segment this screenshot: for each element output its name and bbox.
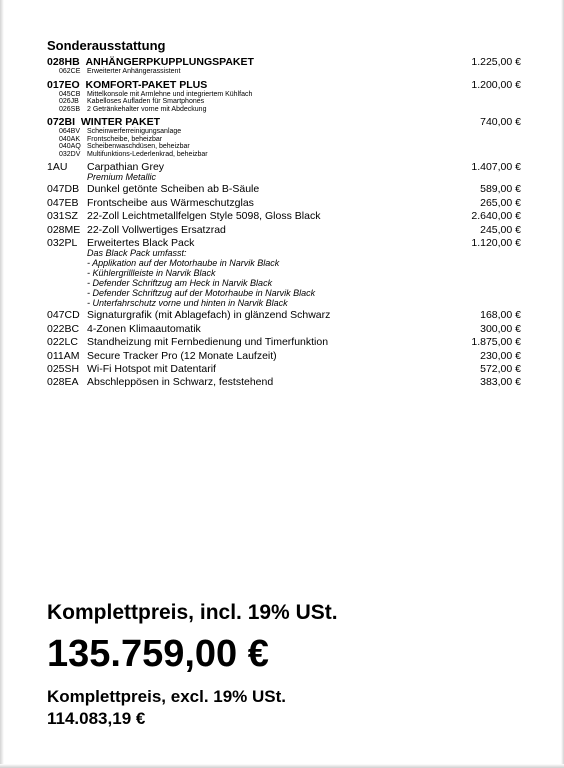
option-row xyxy=(47,224,521,237)
package-item xyxy=(47,143,521,151)
package-title xyxy=(47,56,254,68)
package-item-code: 026SB xyxy=(59,105,81,113)
option-desc: Carpathian Grey xyxy=(87,161,165,173)
option-row xyxy=(47,323,521,336)
black-pack-note: - Defender Schriftzug auf der Motorhaube in Narvik Black xyxy=(87,288,316,299)
package-code: 028HB xyxy=(47,56,80,68)
package-item-desc: Scheinwerferreinigungsanlage xyxy=(87,128,182,135)
option-code: 047DB xyxy=(47,183,80,196)
option-desc: Abschleppösen in Schwarz, feststehend xyxy=(87,376,274,389)
option-price: 383,00 € xyxy=(480,376,521,389)
option-price: 265,00 € xyxy=(480,196,521,209)
option-desc: Signaturgrafik (mit Ablagefach) in glänzend Schwarz xyxy=(87,309,331,322)
package-item-code: 062CE xyxy=(59,68,81,75)
option-row xyxy=(47,336,521,349)
option-desc: Secure Tracker Pro (12 Monate Laufzeit) xyxy=(87,349,277,362)
package-title xyxy=(47,116,160,128)
option-code: 025SH xyxy=(47,363,80,376)
option-row xyxy=(47,197,521,210)
option-row xyxy=(47,183,521,196)
option-price: 589,00 € xyxy=(480,183,521,196)
option-price: 230,00 € xyxy=(480,349,521,362)
package-name: ANHÄNGERPKUPPLUNGSPAKET xyxy=(85,56,254,68)
package-item xyxy=(47,106,521,114)
option-desc: Dunkel getönte Scheiben ab B-Säule xyxy=(87,183,260,196)
option-desc: Wi-Fi Hotspot mit Datentarif xyxy=(87,363,216,376)
package-header xyxy=(47,79,521,91)
option-desc: 22-Zoll Vollwertiges Ersatzrad xyxy=(87,223,226,236)
option-code: 1AU xyxy=(47,161,68,173)
option-desc: Frontscheibe aus Wärmeschutzglas xyxy=(87,196,254,209)
package-item-desc: Mittelkonsole mit Armlehne und integriertem Kühlfach xyxy=(87,90,253,98)
package-item-code: 045CB xyxy=(59,90,81,98)
package-item xyxy=(47,91,521,99)
equipment-list xyxy=(47,38,521,390)
package-name: KOMFORT-PAKET PLUS xyxy=(85,78,208,91)
package-item xyxy=(47,136,521,144)
page-edge-bottom xyxy=(0,764,564,768)
package-item-desc: 2 Getränkehalter vorne mit Abdeckung xyxy=(87,105,207,113)
option-row xyxy=(47,210,521,223)
section-title: Sonderausstattung xyxy=(47,38,166,53)
package-item-desc: Frontscheibe, beheizbar xyxy=(87,135,163,143)
option-desc: 4-Zonen Klimaautomatik xyxy=(87,322,201,335)
option-desc: Erweitertes Black Pack xyxy=(87,237,195,250)
option-price: 245,00 € xyxy=(480,223,521,236)
package-name: WINTER PAKET xyxy=(80,116,161,128)
option-price: 2.640,00 € xyxy=(471,210,521,223)
option-code: 022LC xyxy=(47,336,78,349)
total-incl-label: Komplettpreis, incl. 19% USt. xyxy=(47,601,338,624)
package-title xyxy=(47,79,207,91)
total-incl-value: 135.759,00 € xyxy=(47,633,269,675)
package-list xyxy=(47,56,521,158)
package xyxy=(47,56,521,76)
total-excl-value: 114.083,19 € xyxy=(47,709,146,728)
option-price: 1.875,00 € xyxy=(471,336,521,349)
black-pack-note: Das Black Pack umfasst: xyxy=(87,248,187,259)
package-item-desc: Erweiterter Anhängerassistent xyxy=(87,68,181,75)
package-item-desc: Multifunktions-Lederlenkrad, beheizbar xyxy=(87,150,208,158)
package-item-code: 032DV xyxy=(59,150,81,158)
black-pack-notes xyxy=(47,248,521,308)
option-price: 572,00 € xyxy=(480,363,521,376)
option-desc: Standheizung mit Fernbedienung und Timerfunktion xyxy=(87,336,329,349)
package-header xyxy=(47,116,521,128)
option-desc: 22-Zoll Leichtmetallfelgen Style 5098, Gloss Black xyxy=(87,210,321,223)
option-code: 032PL xyxy=(47,237,78,250)
option-code: 047CD xyxy=(47,309,80,322)
package-item xyxy=(47,151,521,159)
option-price: 1.120,00 € xyxy=(471,237,521,250)
total-excl-label: Komplettpreis, excl. 19% USt. xyxy=(47,687,287,706)
option-code: 047EB xyxy=(47,196,79,209)
package-price: 1.225,00 € xyxy=(471,56,521,68)
option-code: 028ME xyxy=(47,223,81,236)
package-item-code: 026JB xyxy=(59,98,79,105)
package xyxy=(47,116,521,158)
package-item-code: 040AQ xyxy=(59,143,81,150)
package-item-desc: Scheibenwaschdüsen, beheizbar xyxy=(87,143,190,150)
option-price: 1.407,00 € xyxy=(471,161,521,173)
color-subtitle: Premium Metallic xyxy=(87,172,157,183)
totals-block xyxy=(47,600,338,731)
option-list-b xyxy=(47,309,521,389)
package-item-code: 064BV xyxy=(59,128,81,135)
package-price: 740,00 € xyxy=(480,116,521,128)
package-header xyxy=(47,56,521,68)
option-code: 031SZ xyxy=(47,210,78,223)
page-edge-left xyxy=(0,0,4,768)
option-row xyxy=(47,376,521,389)
black-pack-note: - Applikation auf der Motorhaube in Narvik Black xyxy=(87,258,280,269)
option-row xyxy=(47,363,521,376)
package-item xyxy=(47,68,521,76)
black-pack-note: - Defender Schriftzug am Heck in Narvik Black xyxy=(87,278,273,289)
option-code: 022BC xyxy=(47,322,80,335)
package-price: 1.200,00 € xyxy=(471,78,521,91)
option-list-a xyxy=(47,183,521,250)
option-code: 011AM xyxy=(47,349,80,362)
option-row xyxy=(47,350,521,363)
black-pack-note: - Kühlergrillleiste in Narvik Black xyxy=(87,268,216,279)
package-item-code: 040AK xyxy=(59,135,81,143)
package xyxy=(47,79,521,114)
package-item xyxy=(47,98,521,106)
package-code: 017EO xyxy=(47,78,80,91)
package-code: 072BI xyxy=(47,116,76,128)
option-code: 028EA xyxy=(47,376,79,389)
black-pack-note: - Unterfahrschutz vorne und hinten in Narvik Black xyxy=(87,298,288,309)
package-item xyxy=(47,128,521,136)
option-price: 300,00 € xyxy=(480,322,521,335)
option-price: 168,00 € xyxy=(480,309,521,322)
option-row xyxy=(47,309,521,322)
package-item-desc: Kabelloses Aufladen für Smartphones xyxy=(87,98,205,105)
